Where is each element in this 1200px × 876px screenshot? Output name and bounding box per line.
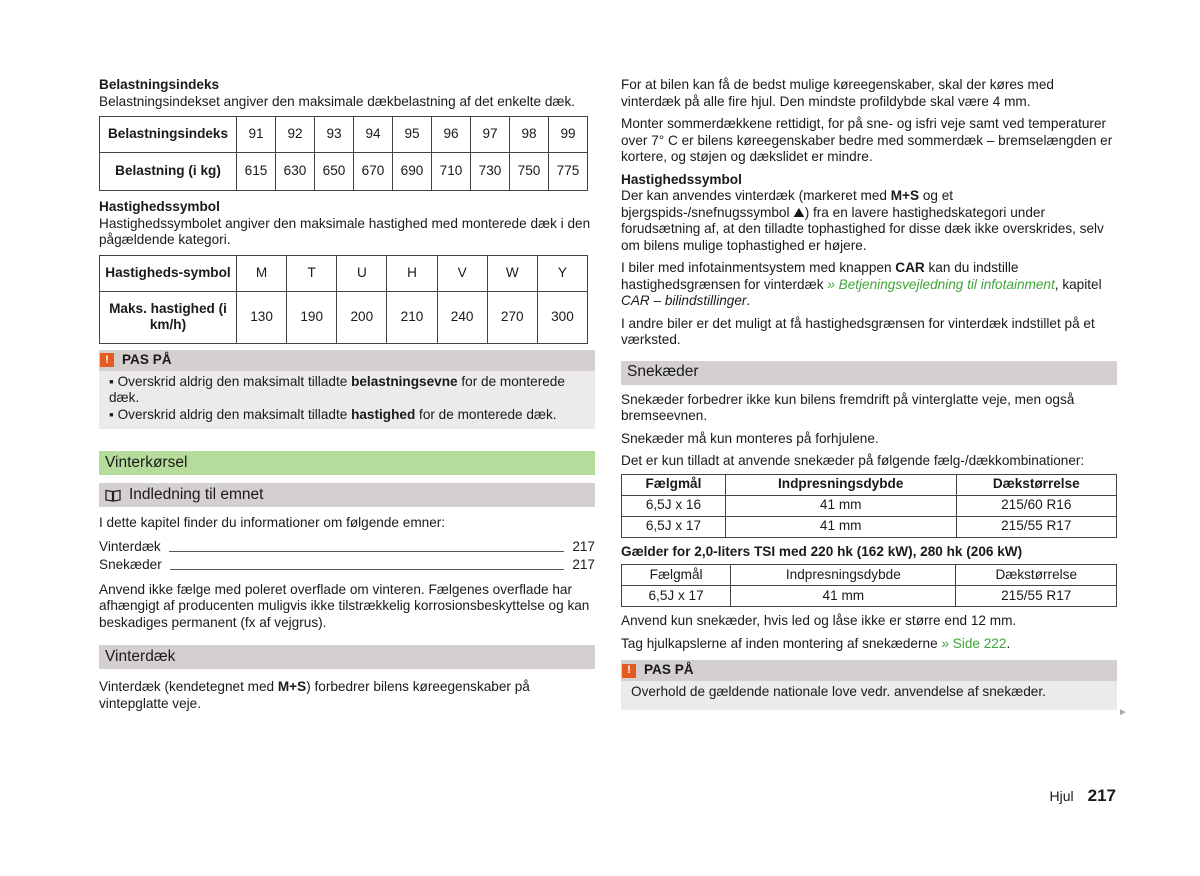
- tsi-heading: Gælder for 2,0-liters TSI med 220 hk (162 kW), 280 hk (206 kW): [621, 543, 1023, 559]
- snow-chains-tsi-table: [621, 564, 1117, 607]
- load-index-table: [99, 116, 588, 191]
- table-header: Indpresningsdybde: [731, 565, 956, 586]
- warning-item: ▪ Overskrid aldrig den maksimalt tilladte belastningsevne for de monterede dæk.: [109, 373, 565, 405]
- speed-symbol-cell: W: [487, 255, 537, 291]
- hubcaps-text: Tag hjulkapslerne af inden montering af snekæderne » Side 222.: [621, 635, 1011, 651]
- snow-chains-text: Snekæder forbedrer ikke kun bilens fremdrift på vinterglatte veje, men også bremseevnen.: [621, 391, 1075, 423]
- max-speed-cell: 300: [537, 291, 587, 343]
- warning-header: [621, 660, 1117, 681]
- book-icon: [105, 489, 121, 502]
- load-kg-cell: 615: [237, 153, 276, 191]
- speed-symbol-cell: M: [237, 255, 287, 291]
- load-kg-cell: 730: [471, 153, 510, 191]
- toc-page: 217: [572, 539, 595, 554]
- warning-body: [621, 681, 1117, 710]
- right-column: [621, 77, 1117, 710]
- intro-title: Indledning til emnet: [129, 485, 264, 503]
- warning-icon: !: [622, 664, 636, 678]
- load-index-cell: 91: [237, 117, 276, 153]
- warning-body: [99, 371, 595, 430]
- max-speed-cell: 240: [437, 291, 487, 343]
- speed-symbol-heading: Hastighedssymbol: [99, 199, 220, 214]
- snow-chains-table: [621, 474, 1117, 538]
- toc-label: Snekæder: [99, 557, 162, 572]
- car-button-label: CAR: [895, 260, 925, 275]
- speed-symbol-cell: H: [387, 255, 437, 291]
- max-speed-cell: 200: [337, 291, 387, 343]
- load-index-cell: 98: [510, 117, 549, 153]
- continue-arrow-icon: ►: [1118, 707, 1128, 718]
- load-kg-cell: 670: [354, 153, 393, 191]
- warning-box: [99, 350, 595, 430]
- load-index-heading: Belastningsindeks: [99, 77, 220, 92]
- warning-title: PAS PÅ: [122, 351, 172, 367]
- winter-tyres-all-wheels: For at bilen kan få de bedst mulige køreegenskaber, skal der køres med vinterdæk på alle fire hjul. Den mindste profildybde skal være 4 mm.: [621, 77, 1054, 109]
- speed-text: Der kan anvendes vinterdæk (markeret med M+S og et bjergspids-/snefnugssymbol ⛰) fra en lavere hastighedskategori under forudsætning af, at den tilladte tophastighed for disse dæk ikke overskrides, selv om bilens mulige tophastighed er højere.: [621, 188, 1104, 253]
- load-index-cell: 92: [276, 117, 315, 153]
- table-header: Fælgmål: [622, 565, 731, 586]
- warning-item: ▪ Overskrid aldrig den maksimalt tilladte hastighed for de monterede dæk.: [109, 406, 557, 422]
- infotainment-link[interactable]: » Betjeningsvejledning til infotainment: [827, 276, 1055, 292]
- speed-symbol-table: [99, 255, 588, 344]
- load-kg-cell: 690: [393, 153, 432, 191]
- max-speed-cell: 190: [287, 291, 337, 343]
- max-speed-cell: 130: [237, 291, 287, 343]
- snow-chains-combos: Det er kun tilladt at anvende snekæder på følgende fælg-/dækkombinationer:: [621, 453, 1085, 468]
- toc-leader: [169, 551, 565, 552]
- load-index-cell: 99: [549, 117, 588, 153]
- load-kg-cell: 750: [510, 153, 549, 191]
- load-index-cell: 96: [432, 117, 471, 153]
- warning-text: Overhold de gældende nationale love vedr. anvendelse af snekæder.: [631, 684, 1046, 699]
- warning-icon: !: [100, 353, 114, 367]
- load-kg-cell: 630: [276, 153, 315, 191]
- speed-heading: Hastighedssymbol: [621, 171, 742, 187]
- toc-leader: [170, 569, 565, 570]
- table-header: Indpresningsdybde: [725, 474, 956, 495]
- load-kg-cell: 710: [432, 153, 471, 191]
- page-number: 217: [1087, 786, 1116, 805]
- toc-label: Vinterdæk: [99, 539, 161, 554]
- speed-symbol-cell: Y: [537, 255, 587, 291]
- section-title-winter-driving: Vinterkørsel: [99, 451, 595, 475]
- load-kg-cell: 775: [549, 153, 588, 191]
- speed-symbol-cell: U: [337, 255, 387, 291]
- max-speed-row-label: Maks. hastighed (i km/h): [100, 291, 237, 343]
- load-index-cell: 97: [471, 117, 510, 153]
- table-row: 6,5J x 16 41 mm 215/60 R16: [622, 495, 1117, 516]
- table-row: 6,5J x 17 41 mm 215/55 R17: [622, 516, 1117, 537]
- summer-tyres-text: Monter sommerdækkene rettidigt, for på sne- og isfri veje samt ved temperaturer over 7° C er bilens køreegenskaber bedre med sommerdæk – bremselængden er kortere, og støjen og dækslidet er mindre.: [621, 116, 1113, 164]
- speed-symbol-cell: T: [287, 255, 337, 291]
- section-title-snow-chains: Snekæder: [621, 361, 1117, 385]
- warning-box: [621, 660, 1117, 710]
- speed-symbol-row-label: Hastigheds-symbol: [100, 255, 237, 291]
- workshop-text: I andre biler er det muligt at få hastighedsgrænsen for vinterdæk indstillet på et værksted.: [621, 315, 1095, 347]
- chain-link-size-text: Anvend kun snekæder, hvis led og låse ikke er større end 12 mm.: [621, 613, 1017, 628]
- snow-chains-front: Snekæder må kun monteres på forhjulene.: [621, 430, 879, 446]
- load-index-text: Belastningsindekset angiver den maksimale dækbelastning af det enkelte dæk.: [99, 93, 576, 109]
- table-header: Fælgmål: [622, 474, 726, 495]
- load-index-row-label: Belastningsindeks: [100, 117, 237, 153]
- subsection-intro: [99, 483, 595, 507]
- load-kg-cell: 650: [315, 153, 354, 191]
- toc-entry[interactable]: [99, 538, 595, 556]
- page-footer: [1050, 786, 1117, 806]
- intro-text: I dette kapitel finder du informationer om følgende emner:: [99, 515, 446, 530]
- warning-title: PAS PÅ: [644, 662, 694, 678]
- load-index-cell: 93: [315, 117, 354, 153]
- load-kg-row-label: Belastning (i kg): [100, 153, 237, 191]
- left-column: [99, 77, 595, 718]
- toc-page: 217: [572, 557, 595, 572]
- infotainment-text: I biler med infotainmentsystem med knappen CAR kan du indstille hastighedsgrænsen for vinterdæk » Betjeningsvejledning til infotainment, kapitel CAR – bilindstillinger.: [621, 260, 1102, 308]
- table-header: Dækstørrelse: [956, 474, 1116, 495]
- toc-entry[interactable]: [99, 556, 595, 574]
- speed-symbol-text: Hastighedssymbolet angiver den maksimale hastighed med monterede dæk i den pågældende kategori.: [99, 215, 591, 247]
- table-header: Dækstørrelse: [956, 565, 1117, 586]
- warning-header: [99, 350, 595, 371]
- rims-text: Anvend ikke fælge med poleret overflade om vinteren. Fælgenes overflade har afhængigt af producenten muligvis ikke tilstrækkelig korrosionsbeskyttelse og kan beskadiges permanent (fx af vejgrus).: [99, 581, 590, 630]
- load-index-cell: 94: [354, 117, 393, 153]
- table-row: 6,5J x 17 41 mm 215/55 R17: [622, 586, 1117, 607]
- winter-tyres-text: Vinterdæk (kendetegnet med M+S) forbedrer bilens køreegenskaber på vintерglatte veje.: [99, 679, 530, 711]
- load-index-cell: 95: [393, 117, 432, 153]
- max-speed-cell: 210: [387, 291, 437, 343]
- page-222-link[interactable]: » Side 222: [941, 635, 1007, 651]
- section-title-winter-tyres: Vinterdæk: [99, 645, 595, 669]
- max-speed-cell: 270: [487, 291, 537, 343]
- speed-symbol-cell: V: [437, 255, 487, 291]
- footer-section: Hjul: [1049, 788, 1074, 804]
